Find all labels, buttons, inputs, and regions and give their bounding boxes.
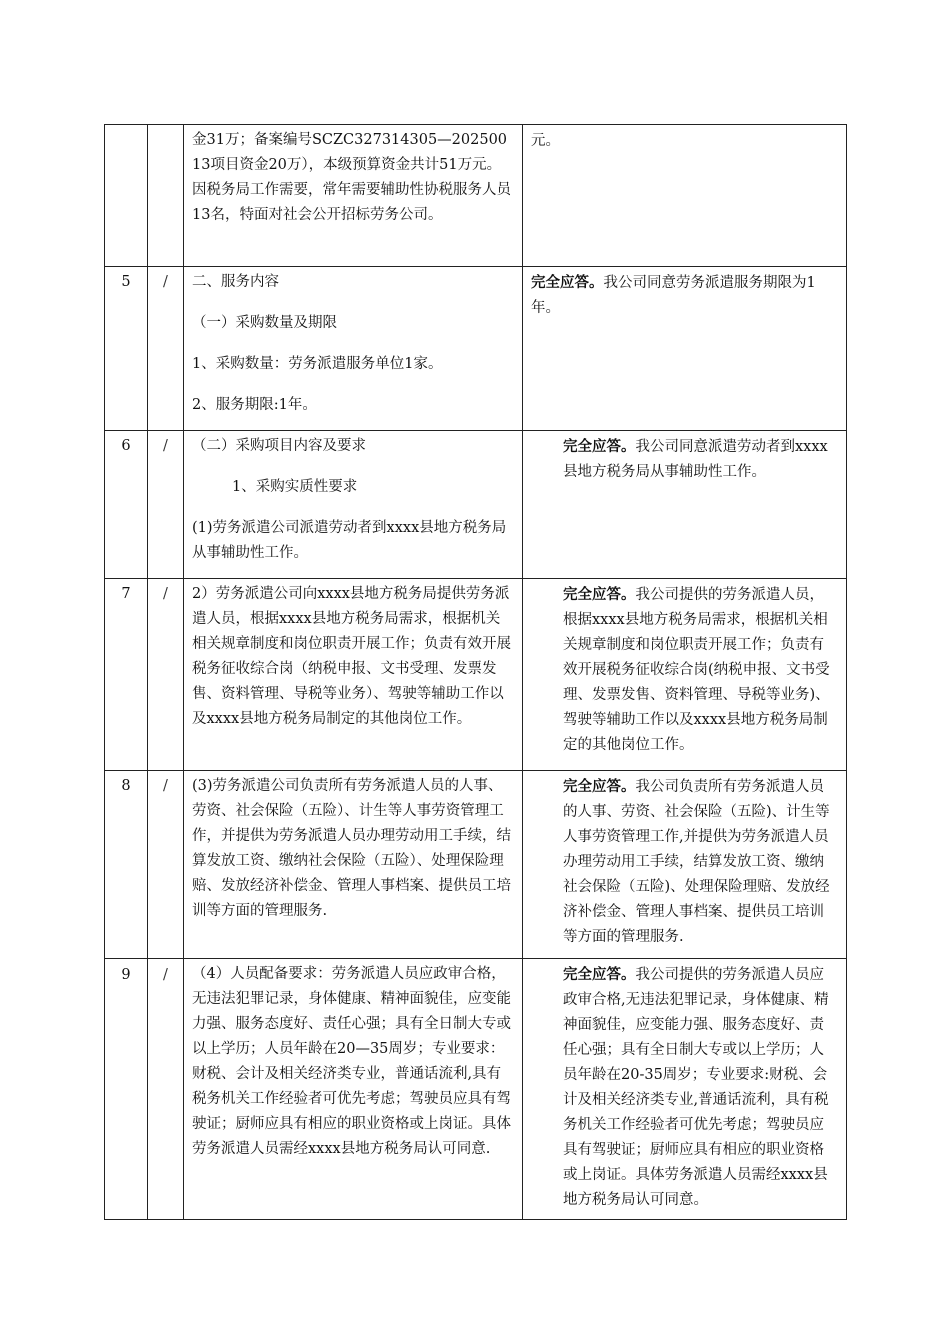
response-cell: [523, 579, 847, 771]
response-table: [104, 124, 847, 1220]
table-row: [105, 959, 847, 1220]
response-cell: [523, 267, 847, 431]
requirement-text: 二、服务内容: [192, 274, 279, 290]
response-bold: 完全应答。: [563, 778, 636, 795]
row-number-cell: 8: [105, 771, 148, 959]
row-number-cell: 5: [105, 267, 148, 431]
row-mark-cell: /: [148, 267, 184, 431]
row-mark-cell: /: [148, 771, 184, 959]
requirement-cell: [184, 959, 523, 1220]
response-cell: [523, 125, 847, 267]
requirement-cell: [184, 125, 523, 267]
requirement-text: （二）采购项目内容及要求: [192, 438, 366, 454]
row-number-cell: 6: [105, 431, 148, 579]
response-text: 完全应答。我公司负责所有劳务派遣人员的人事、劳资、社会保险（五险)、计生等人事劳资管理工作,并提供为劳务派遣人员办理劳动用工手续，结算发放工资、缴纳社会保险（五险)、处理保险理赔、发放经济补偿金、管理人事档案、提供员工培训等方面的管理服务.: [563, 778, 830, 945]
requirement-cell: [184, 771, 523, 959]
row-number-cell: 9: [105, 959, 148, 1220]
response-text: 完全应答。我公司同意派遣劳动者到xxxx县地方税务局从事辅助性工作。: [563, 438, 828, 480]
response-bold: 完全应答。: [563, 438, 636, 455]
response-cell: [523, 959, 847, 1220]
response-cell: [523, 771, 847, 959]
requirement-text: （一）采购数量及期限: [192, 315, 337, 331]
row-mark-cell: [148, 125, 184, 267]
table-row: [105, 267, 847, 431]
requirement-cell: [184, 267, 523, 431]
response-text: 完全应答。我公司同意劳务派遣服务期限为1年。: [531, 274, 816, 316]
requirement-text: (3)劳务派遣公司负责所有劳务派遣人员的人事、劳资、社会保险（五险）、计生等人事劳资管理工作，并提供为劳务派遣人员办理劳动用工手续，结算发放工资、缴纳社会保险（五险）、处理保险理赔、发放经济补偿金、管理人事档案、提供员工培训等方面的管理服务.: [192, 778, 511, 919]
table-row: [105, 431, 847, 579]
requirement-text: （4）人员配备要求：劳务派遣人员应政审合格，无违法犯罪记录，身体健康、精神面貌佳，应变能力强、服务态度好、责任心强；具有全日制大专或以上学历；人员年龄在20—35周岁；专业要求：财税、会计及相关经济类专业，普通话流利,具有税务机关工作经验者可优先考虑；驾驶员应具有驾驶证；厨师应具有相应的职业资格或上岗证。具体劳务派遣人员需经xxxx县地方税务局认可同意.: [192, 966, 511, 1157]
requirement-text: 1、采购实质性要求: [232, 479, 358, 495]
row-mark-cell: /: [148, 579, 184, 771]
table-row: [105, 771, 847, 959]
response-bold: 完全应答。: [531, 274, 604, 291]
requirement-text: 金31万；备案编号SCZC327314305—20250013项目资金20万），本级预算资金共计51万元。因税务局工作需要，常年需要辅助性协税服务人员13名，特面对社会公开招标劳务公司。: [192, 132, 511, 223]
row-number-cell: 7: [105, 579, 148, 771]
requirement-cell: [184, 579, 523, 771]
response-text: 完全应答。我公司提供的劳务派遣人员应政审合格,无违法犯罪记录，身体健康、精神面貌佳，应变能力强、服务态度好、责任心强；具有全日制大专或以上学历；人员年龄在20-35周岁；专业要求:财税、会计及相关经济类专业,普通话流利，具有税务机关工作经验者可优先考虑；驾驶员应具有驾驶证；厨师应具有相应的职业资格或上岗证。具体劳务派遣人员需经xxxx县地方税务局认可同意。: [563, 966, 829, 1208]
row-number-cell: [105, 125, 148, 267]
requirement-text: 1、采购数量：劳务派遣服务单位1家。: [192, 356, 443, 372]
row-mark-cell: /: [148, 431, 184, 579]
requirement-text: 2、服务期限:1年。: [192, 397, 317, 413]
response-text: 元。: [531, 133, 560, 149]
table-row: [105, 125, 847, 267]
table-row: [105, 579, 847, 771]
response-cell: [523, 431, 847, 579]
response-text: 完全应答。我公司提供的劳务派遣人员，根据xxxx县地方税务局需求，根据机关相关规章制度和岗位职责开展工作；负责有效开展税务征收综合岗(纳税申报、文书受理、发票发售、资料管理、导税等业务)、驾驶等辅助工作以及xxxx县地方税务局制定的其他岗位工作。: [563, 586, 830, 753]
response-bold: 完全应答。: [563, 586, 636, 603]
requirement-text: 2）劳务派遣公司向xxxx县地方税务局提供劳务派遣人员，根据xxxx县地方税务局需求，根据机关相关规章制度和岗位职责开展工作；负责有效开展税务征收综合岗（纳税申报、文书受理、发票发售、资料管理、导税等业务）、驾驶等辅助工作以及xxxx县地方税务局制定的其他岗位工作。: [192, 586, 511, 727]
response-bold: 完全应答。: [563, 966, 636, 983]
requirement-cell: [184, 431, 523, 579]
requirement-text: (1)劳务派遣公司派遣劳动者到xxxx县地方税务局从事辅助性工作。: [192, 520, 507, 561]
row-mark-cell: /: [148, 959, 184, 1220]
